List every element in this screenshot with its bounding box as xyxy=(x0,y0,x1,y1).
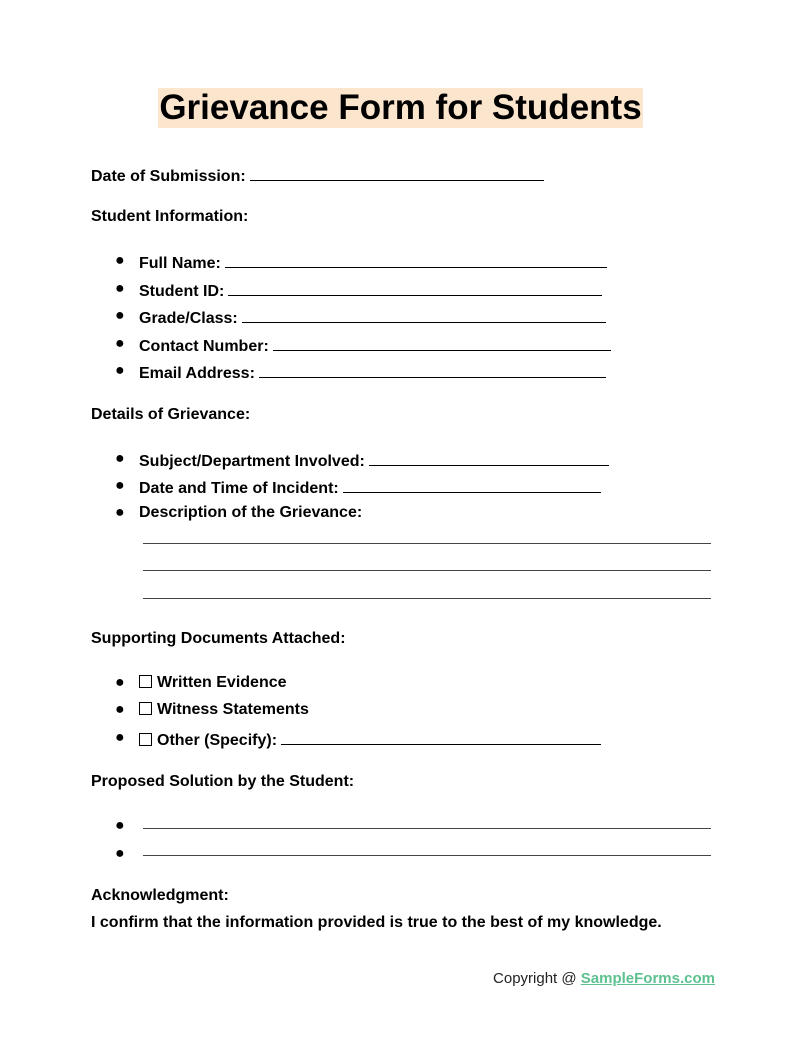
acknowledgment-text: I confirm that the information provided is true to the best of my knowledge. xyxy=(91,914,662,931)
checkbox-icon[interactable] xyxy=(139,675,152,688)
full-name-row xyxy=(139,252,607,273)
full-name-field[interactable] xyxy=(225,252,607,268)
bullet-icon: ● xyxy=(115,280,125,297)
subject-department-label: Subject/Department Involved: xyxy=(139,453,365,470)
written-evidence-option xyxy=(139,674,287,692)
bullet-icon: ● xyxy=(115,252,125,269)
contact-number-field[interactable] xyxy=(273,335,611,351)
student-id-field[interactable] xyxy=(228,280,602,296)
student-id-label: Student ID: xyxy=(139,283,225,300)
email-address-label: Email Address: xyxy=(139,365,255,382)
date-of-submission-row xyxy=(91,165,544,186)
solution-line[interactable] xyxy=(143,828,711,829)
sampleforms-link[interactable]: SampleForms.com xyxy=(580,970,715,987)
bullet-icon: ● xyxy=(115,729,125,746)
contact-number-row xyxy=(139,335,611,356)
subject-department-row xyxy=(139,450,609,471)
bullet-icon: ● xyxy=(115,504,125,521)
subject-department-field[interactable] xyxy=(369,450,609,466)
bullet-icon: ● xyxy=(115,845,125,862)
bullet-icon: ● xyxy=(115,817,125,834)
full-name-label: Full Name: xyxy=(139,255,221,272)
bullet-icon: ● xyxy=(115,477,125,494)
student-id-row xyxy=(139,280,602,301)
copyright-prefix: Copyright @ xyxy=(493,970,577,987)
email-address-row xyxy=(139,362,606,383)
date-label: Date of Submission: xyxy=(91,168,246,185)
witness-statements-option xyxy=(139,701,309,719)
incident-datetime-row xyxy=(139,477,601,498)
solution-heading: Proposed Solution by the Student: xyxy=(91,773,355,790)
other-specify-field[interactable] xyxy=(281,729,601,745)
page-title: Grievance Form for Students xyxy=(159,88,642,127)
bullet-icon: ● xyxy=(115,450,125,467)
witness-statements-label: Witness Statements xyxy=(157,701,309,718)
title-wrapper xyxy=(0,88,801,128)
grade-class-row xyxy=(139,307,606,328)
written-evidence-label: Written Evidence xyxy=(157,674,287,691)
grade-class-field[interactable] xyxy=(242,307,606,323)
description-label: Description of the Grievance: xyxy=(139,504,363,521)
bullet-icon: ● xyxy=(115,362,125,379)
student-info-heading: Student Information: xyxy=(91,208,249,225)
bullet-icon: ● xyxy=(115,307,125,324)
incident-datetime-label: Date and Time of Incident: xyxy=(139,480,339,497)
bullet-icon: ● xyxy=(115,674,125,691)
checkbox-icon[interactable] xyxy=(139,702,152,715)
email-address-field[interactable] xyxy=(259,362,606,378)
documents-heading: Supporting Documents Attached: xyxy=(91,630,346,647)
bullet-icon: ● xyxy=(115,335,125,352)
incident-datetime-field[interactable] xyxy=(343,477,601,493)
checkbox-icon[interactable] xyxy=(139,733,152,746)
description-line[interactable] xyxy=(143,598,711,599)
grade-class-label: Grade/Class: xyxy=(139,310,238,327)
grievance-heading: Details of Grievance: xyxy=(91,406,251,423)
other-specify-option xyxy=(139,729,601,750)
date-field[interactable] xyxy=(250,165,544,181)
footer-copyright xyxy=(493,970,715,987)
solution-line[interactable] xyxy=(143,855,711,856)
contact-number-label: Contact Number: xyxy=(139,338,269,355)
bullet-icon: ● xyxy=(115,701,125,718)
acknowledgment-heading: Acknowledgment: xyxy=(91,887,229,904)
description-line[interactable] xyxy=(143,543,711,544)
other-specify-label: Other (Specify): xyxy=(157,732,278,749)
description-line[interactable] xyxy=(143,570,711,571)
